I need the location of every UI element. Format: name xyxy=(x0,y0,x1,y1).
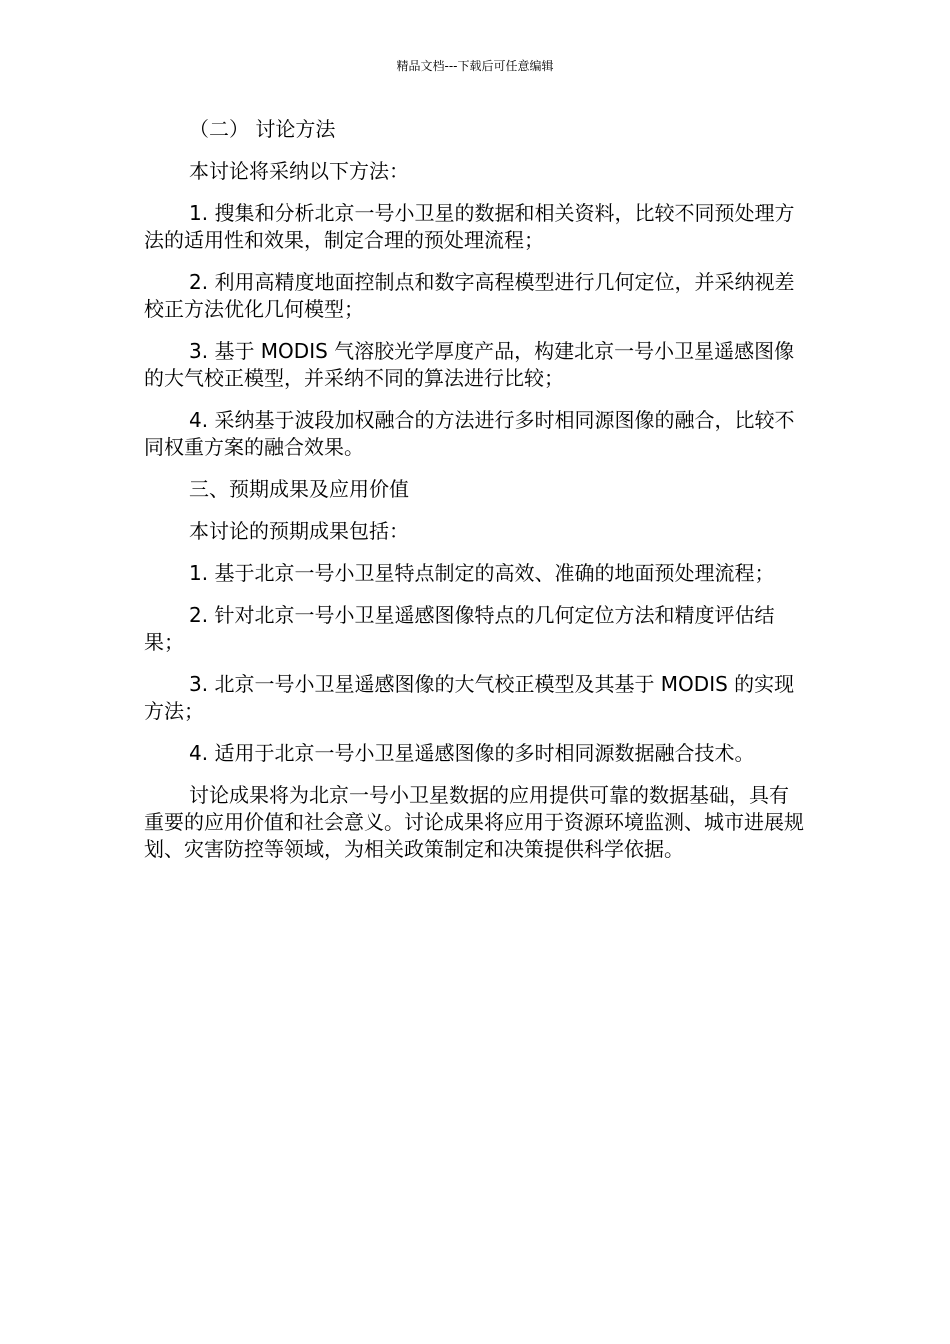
section-heading-outcomes: 三、预期成果及应用价值 xyxy=(189,477,409,501)
method-item-1: 1. 搜集和分析北京一号小卫星的数据和相关资料，比较不同预处理方法的适用性和效果，制定合理的预处理流程； xyxy=(144,201,795,252)
outcome-item-2: 2. 针对北京一号小卫星遥感图像特点的几何定位方法和精度评估结果； xyxy=(144,603,775,654)
conclusion-paragraph: 讨论成果将为北京一号小卫星数据的应用提供可靠的数据基础，具有重要的应用价值和社会意义。讨论成果将应用于资源环境监测、城市进展规划、灾害防控等领域，为相关政策制定和决策提供科学依据。 xyxy=(144,783,804,861)
subsection-heading-methods: （二） 讨论方法 xyxy=(189,117,336,141)
document-body xyxy=(144,116,804,878)
outcome-item-4: 4. 适用于北京一号小卫星遥感图像的多时相同源数据融合技术。 xyxy=(189,741,755,765)
methods-intro: 本讨论将采纳以下方法： xyxy=(189,159,409,183)
outcomes-intro: 本讨论的预期成果包括： xyxy=(189,519,409,543)
method-item-2: 2. 利用高精度地面控制点和数字高程模型进行几何定位，并采纳视差校正方法优化几何模型； xyxy=(144,270,795,321)
outcome-item-1: 1. 基于北京一号小卫星特点制定的高效、准确的地面预处理流程； xyxy=(189,561,775,585)
method-item-3: 3. 基于 MODIS 气溶胶光学厚度产品，构建北京一号小卫星遥感图像的大气校正模型，并采纳不同的算法进行比较； xyxy=(144,339,795,390)
page-header: 精品文档---下载后可任意编辑 xyxy=(396,59,554,73)
outcome-item-3: 3. 北京一号小卫星遥感图像的大气校正模型及其基于 MODIS 的实现方法； xyxy=(144,672,795,723)
method-item-4: 4. 采纳基于波段加权融合的方法进行多时相同源图像的融合，比较不同权重方案的融合效果。 xyxy=(144,408,795,459)
